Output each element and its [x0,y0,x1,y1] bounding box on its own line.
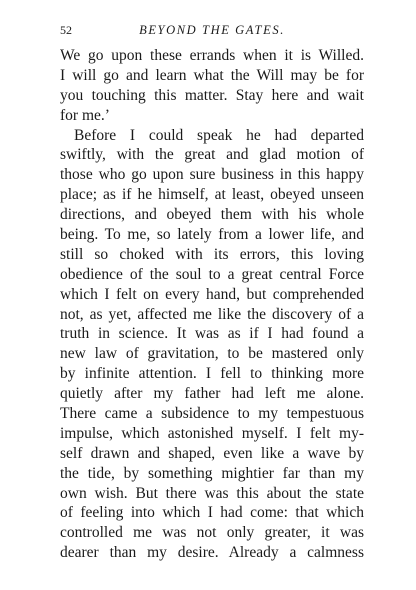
text-line: impulse, which astonished myself. I felt my- [60,424,364,442]
page-number: 52 [60,23,72,37]
text-line: being. To me, so lately from a lower life, and [60,226,364,244]
text-line: by infinite attention. I fell to thinking more [60,365,364,383]
text-line: still so choked with its errors, this loving [60,245,364,263]
text-line: which I felt on every hand, but comprehended [60,285,364,303]
text-line: truth in science. It was as if I had found a [60,325,364,343]
text-line: new law of gravitation, to be mastered only [60,345,364,363]
text-line: swiftly, with the great and glad motion of [60,146,364,164]
text-line: own wish. But there was this about the state [60,484,364,502]
text-line: self drawn and shaped, even like a wave by [60,444,364,462]
text-line: for me.’ [60,106,110,124]
text-line: obedience of the soul to a great central Force [60,265,364,283]
text-line: directions, and obeyed them with his whole [60,206,364,224]
text-line: dearer than my desire. Already a calmness [60,544,364,562]
text-line: you touching this matter. Stay here and wait [60,86,364,104]
text-line: the tide, by something mightier far than my [60,464,364,482]
text-line: There came a subsidence to my tempestuous [60,405,364,423]
text-line: place; as if he himself, at least, obeyed unseen [60,186,364,204]
text-line: Before I could speak he had departed [74,126,364,144]
text-line: controlled me was not only greater, it was [60,524,364,542]
text-line: We go upon these errands when it is Willed. [60,47,364,64]
text-line: I will go and learn what the Will may be for [60,66,364,84]
page-header [60,22,364,38]
body-text [60,46,364,563]
text-line: not, as yet, affected me like the discovery of a [60,305,364,323]
text-line: those who go upon sure business in this happy [60,166,364,184]
text-line: of feeling into which I had come: that which [60,504,364,522]
text-line: quietly after my father had left me alone. [60,385,364,403]
running-title: BEYOND THE GATES. [139,23,285,37]
